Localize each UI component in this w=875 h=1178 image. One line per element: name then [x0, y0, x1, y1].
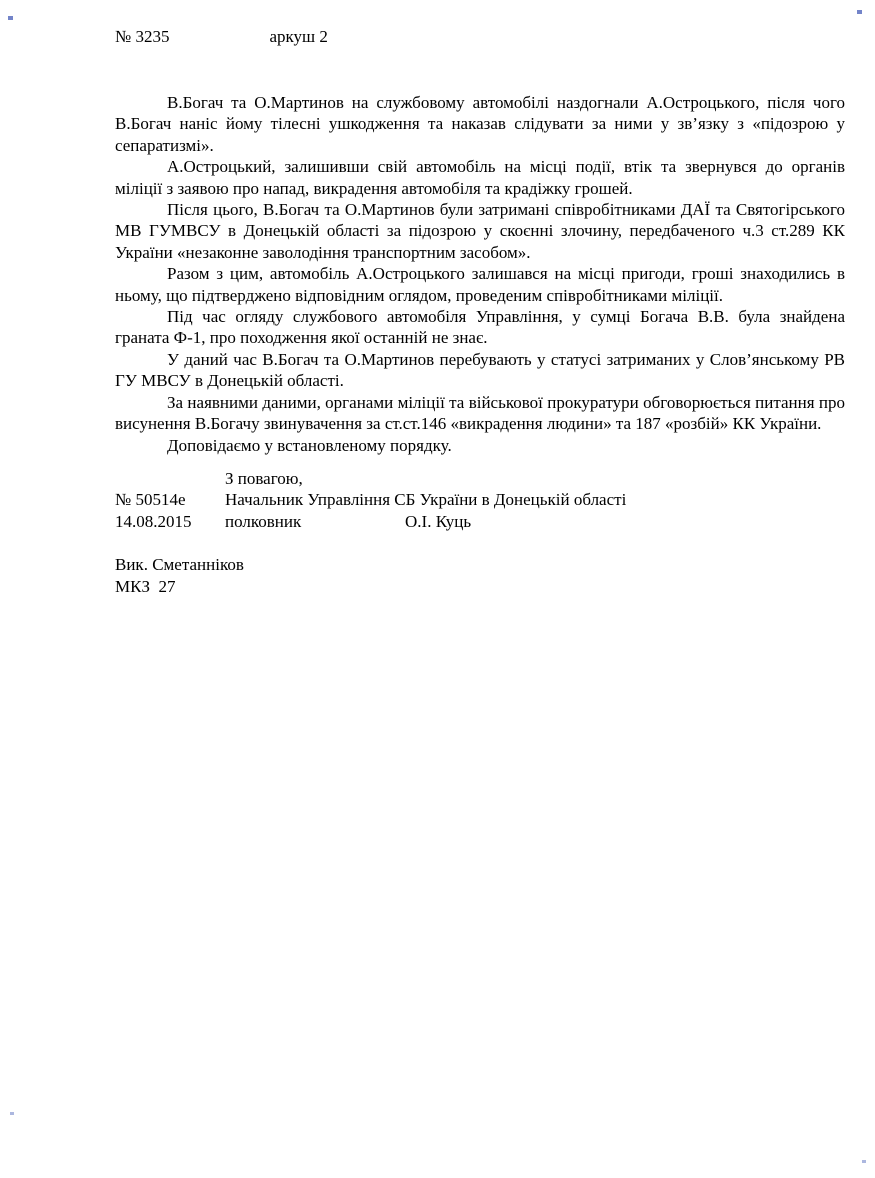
position-row — [115, 489, 845, 511]
paragraph: Після цього, В.Богач та О.Мартинов були затримані співробітниками ДАЇ та Святогірського МВ ГУМВСУ в Донецькій області за підозрою у скоєнні злочину, передбаченого ч.3 ст.289 КК України «незаконне заволодіння транспортним засобом». — [115, 200, 845, 262]
signature-left-spacer — [115, 468, 225, 490]
document-body — [115, 92, 845, 456]
paragraph: Під час огляду службового автомобіля Управління, у сумці Богача В.В. була знайдена граната Ф-1, про походження якої останній не знає. — [115, 307, 845, 348]
executor-line: Вик. Сметанніков — [115, 555, 244, 575]
paragraph: А.Остроцький, залишивши свій автомобіль на місці події, втік та звернувся до органів міліції з заявою про напад, викрадення автомобіля та крадіжку грошей. — [115, 157, 845, 198]
document-header — [115, 26, 845, 47]
scan-artifact — [862, 1160, 866, 1163]
code-line: МКЗ 27 — [115, 576, 176, 596]
salutation-row — [115, 468, 845, 490]
sheet-label: аркуш 2 — [269, 27, 328, 46]
paragraph: У даний час В.Богач та О.Мартинов перебувають у статусі затриманих у Слов’янському РВ ГУ МВСУ в Донецькій області. — [115, 349, 845, 391]
outgoing-number: № 50514е — [115, 490, 186, 510]
signer-name: О.І. Куць — [405, 511, 472, 531]
paragraph: За наявними даними, органами міліції та військової прокуратури обговорюється питання про висунення В.Богачу звинувачення за ст.ст.146 «викрадення людини» та 187 «розбій» КК України. — [115, 392, 845, 434]
document-footer — [115, 554, 845, 597]
scan-artifact — [10, 1112, 14, 1115]
salutation: З повагою, — [225, 468, 303, 488]
signature-block — [115, 468, 845, 533]
paragraph: Доповідаємо у встановленому порядку. — [167, 435, 452, 455]
name-row — [115, 511, 845, 533]
signer-rank-name — [225, 511, 471, 533]
paragraph: В.Богач та О.Мартинов на службовому автомобілі наздогнали А.Остроцького, після чого В.Богач наніс йому тілесні ушкодження та наказав слідувати за ними у зв’язку з «підозрою у сепаратизмі». — [115, 93, 845, 155]
paragraph: Разом з цим, автомобіль А.Остроцького залишався на місці пригоди, гроші знаходились в ньому, що підтверджено відповідним оглядом, проведеним співробітниками міліції. — [115, 264, 845, 305]
scan-artifact — [857, 10, 862, 14]
signer-rank: полковник — [225, 511, 302, 531]
scan-artifact — [8, 16, 13, 20]
signer-position: Начальник Управління СБ України в Донецькій області — [225, 490, 627, 510]
document-date: 14.08.2015 — [115, 511, 192, 531]
doc-number: № 3235 — [115, 27, 170, 46]
